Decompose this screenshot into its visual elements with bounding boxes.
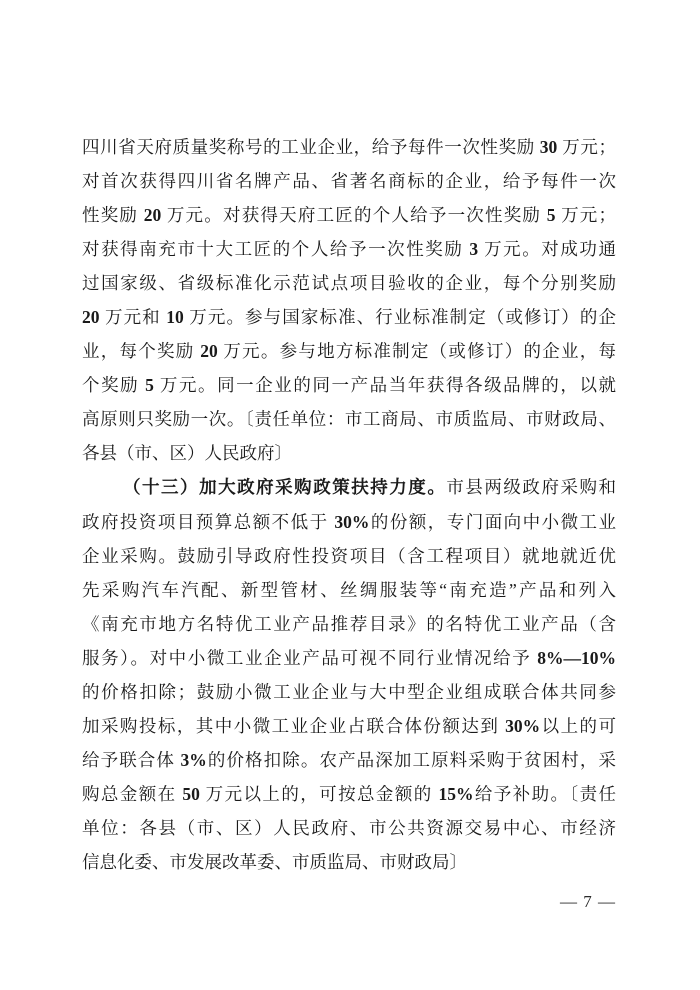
emphasis-text: 20 xyxy=(143,205,162,226)
body-text: 给予联合体 xyxy=(82,749,181,770)
body-text: 业，每个奖励 xyxy=(82,341,201,362)
text-line xyxy=(82,505,616,539)
text-line xyxy=(82,743,616,777)
body-text: 的份额，专门面向中小微工业 xyxy=(369,511,616,532)
emphasis-text: 10 xyxy=(166,307,184,328)
paragraph xyxy=(82,130,616,470)
body-text: 万元； xyxy=(557,137,616,157)
emphasis-text: 20 xyxy=(200,341,218,362)
emphasis-text: 15% xyxy=(438,783,474,804)
body-text: 性奖励 xyxy=(82,205,144,226)
text-line xyxy=(82,470,616,504)
emphasis-text: 5 xyxy=(145,375,154,396)
body-text: 服务）。对中小微工业企业产品可视不同行业情况给予 xyxy=(82,647,538,668)
text-line xyxy=(82,539,616,573)
emphasis-text: 5 xyxy=(546,205,556,226)
body-text: 加采购投标，其中小微工业企业占联合体份额达到 xyxy=(82,715,506,736)
text-line xyxy=(82,777,616,811)
body-text: 单位：各县（市、区）人民政府、市公共资源交易中心、市经济 xyxy=(82,817,616,838)
body-text: 先采购汽车汽配、新型管材、丝绸服装等“南充造”产品和列入 xyxy=(82,579,616,600)
text-line xyxy=(82,266,616,300)
body-text: 万元； xyxy=(555,205,616,226)
body-text: 《南充市地方名特优工业产品推荐目录》的名特优工业产品（含 xyxy=(82,613,616,634)
page-number: — 7 — xyxy=(560,892,616,911)
text-line xyxy=(82,368,616,402)
body-text: 购总金额在 xyxy=(82,783,183,804)
text-line xyxy=(82,709,616,743)
emphasis-text: 20 xyxy=(82,307,100,328)
body-text: 对首次获得四川省名牌产品、省著名商标的企业，给予每件一次 xyxy=(82,171,616,192)
text-line xyxy=(82,334,616,368)
body-text: 万元。参与地方标准制定（或修订）的企业，每 xyxy=(217,341,616,362)
text-line xyxy=(82,675,616,709)
body-text: 的价格扣除。农产品深加工原料采购于贫困村，采 xyxy=(206,749,616,770)
body-text: 万元。同一企业的同一产品当年获得各级品牌的，以就 xyxy=(153,375,616,396)
document-body xyxy=(82,130,616,879)
emphasis-text: 3% xyxy=(180,749,207,770)
emphasis-text: 30% xyxy=(334,511,370,532)
body-text: 对获得南充市十大工匠的个人给予一次性奖励 xyxy=(82,239,470,260)
body-text: 万元。对成功通 xyxy=(478,239,616,260)
text-line xyxy=(82,436,616,470)
text-line xyxy=(82,607,616,641)
emphasis-text: 3 xyxy=(469,239,479,260)
body-text: 以上的可 xyxy=(540,715,616,736)
emphasis-text: （十三）加大政府采购政策扶持力度。 xyxy=(123,477,447,498)
text-line xyxy=(82,232,616,266)
text-line xyxy=(82,130,616,164)
text-line xyxy=(82,811,616,845)
body-text: 万元。对获得天府工匠的个人给予一次性奖励 xyxy=(161,205,547,226)
body-text: 各县（市、区）人民政府〕 xyxy=(82,443,292,464)
paragraph xyxy=(82,470,616,879)
body-text: 万元以上的，可按总金额的 xyxy=(199,783,439,804)
text-line xyxy=(82,641,616,675)
body-text: 信息化委、市发展改革委、市质监局、市财政局〕 xyxy=(82,851,467,872)
text-line xyxy=(82,164,616,198)
body-text: 四川省天府质量奖称号的工业企业，给予每件一次性奖励 xyxy=(82,137,540,157)
text-line xyxy=(82,300,616,334)
text-line xyxy=(82,573,616,607)
emphasis-text: 30 xyxy=(539,137,558,157)
text-line xyxy=(82,402,616,436)
emphasis-text: 30% xyxy=(505,715,541,736)
body-text: 过国家级、省级标准化示范试点项目验收的企业，每个分别奖励 xyxy=(82,273,616,294)
body-text: 高原则只奖励一次。〔责任单位：市工商局、市质监局、市财政局、 xyxy=(82,409,616,430)
text-line xyxy=(82,198,616,232)
body-text: 企业采购。鼓励引导政府性投资项目（含工程项目）就地就近优 xyxy=(82,545,616,566)
body-text: 万元。参与国家标准、行业标准制定（或修订）的企 xyxy=(183,307,616,328)
emphasis-text: 8%—10% xyxy=(537,647,616,668)
body-text: 政府投资项目预算总额不低于 xyxy=(82,511,335,532)
body-text: 市县两级政府采购和 xyxy=(446,477,616,498)
body-text: 给予补助。〔责任 xyxy=(473,783,616,804)
body-text: 个奖励 xyxy=(82,375,146,396)
body-text: 的价格扣除；鼓励小微工业企业与大中型企业组成联合体共同参 xyxy=(82,681,616,702)
body-text: 万元和 xyxy=(99,307,167,328)
text-line xyxy=(82,845,616,879)
emphasis-text: 50 xyxy=(182,783,200,804)
